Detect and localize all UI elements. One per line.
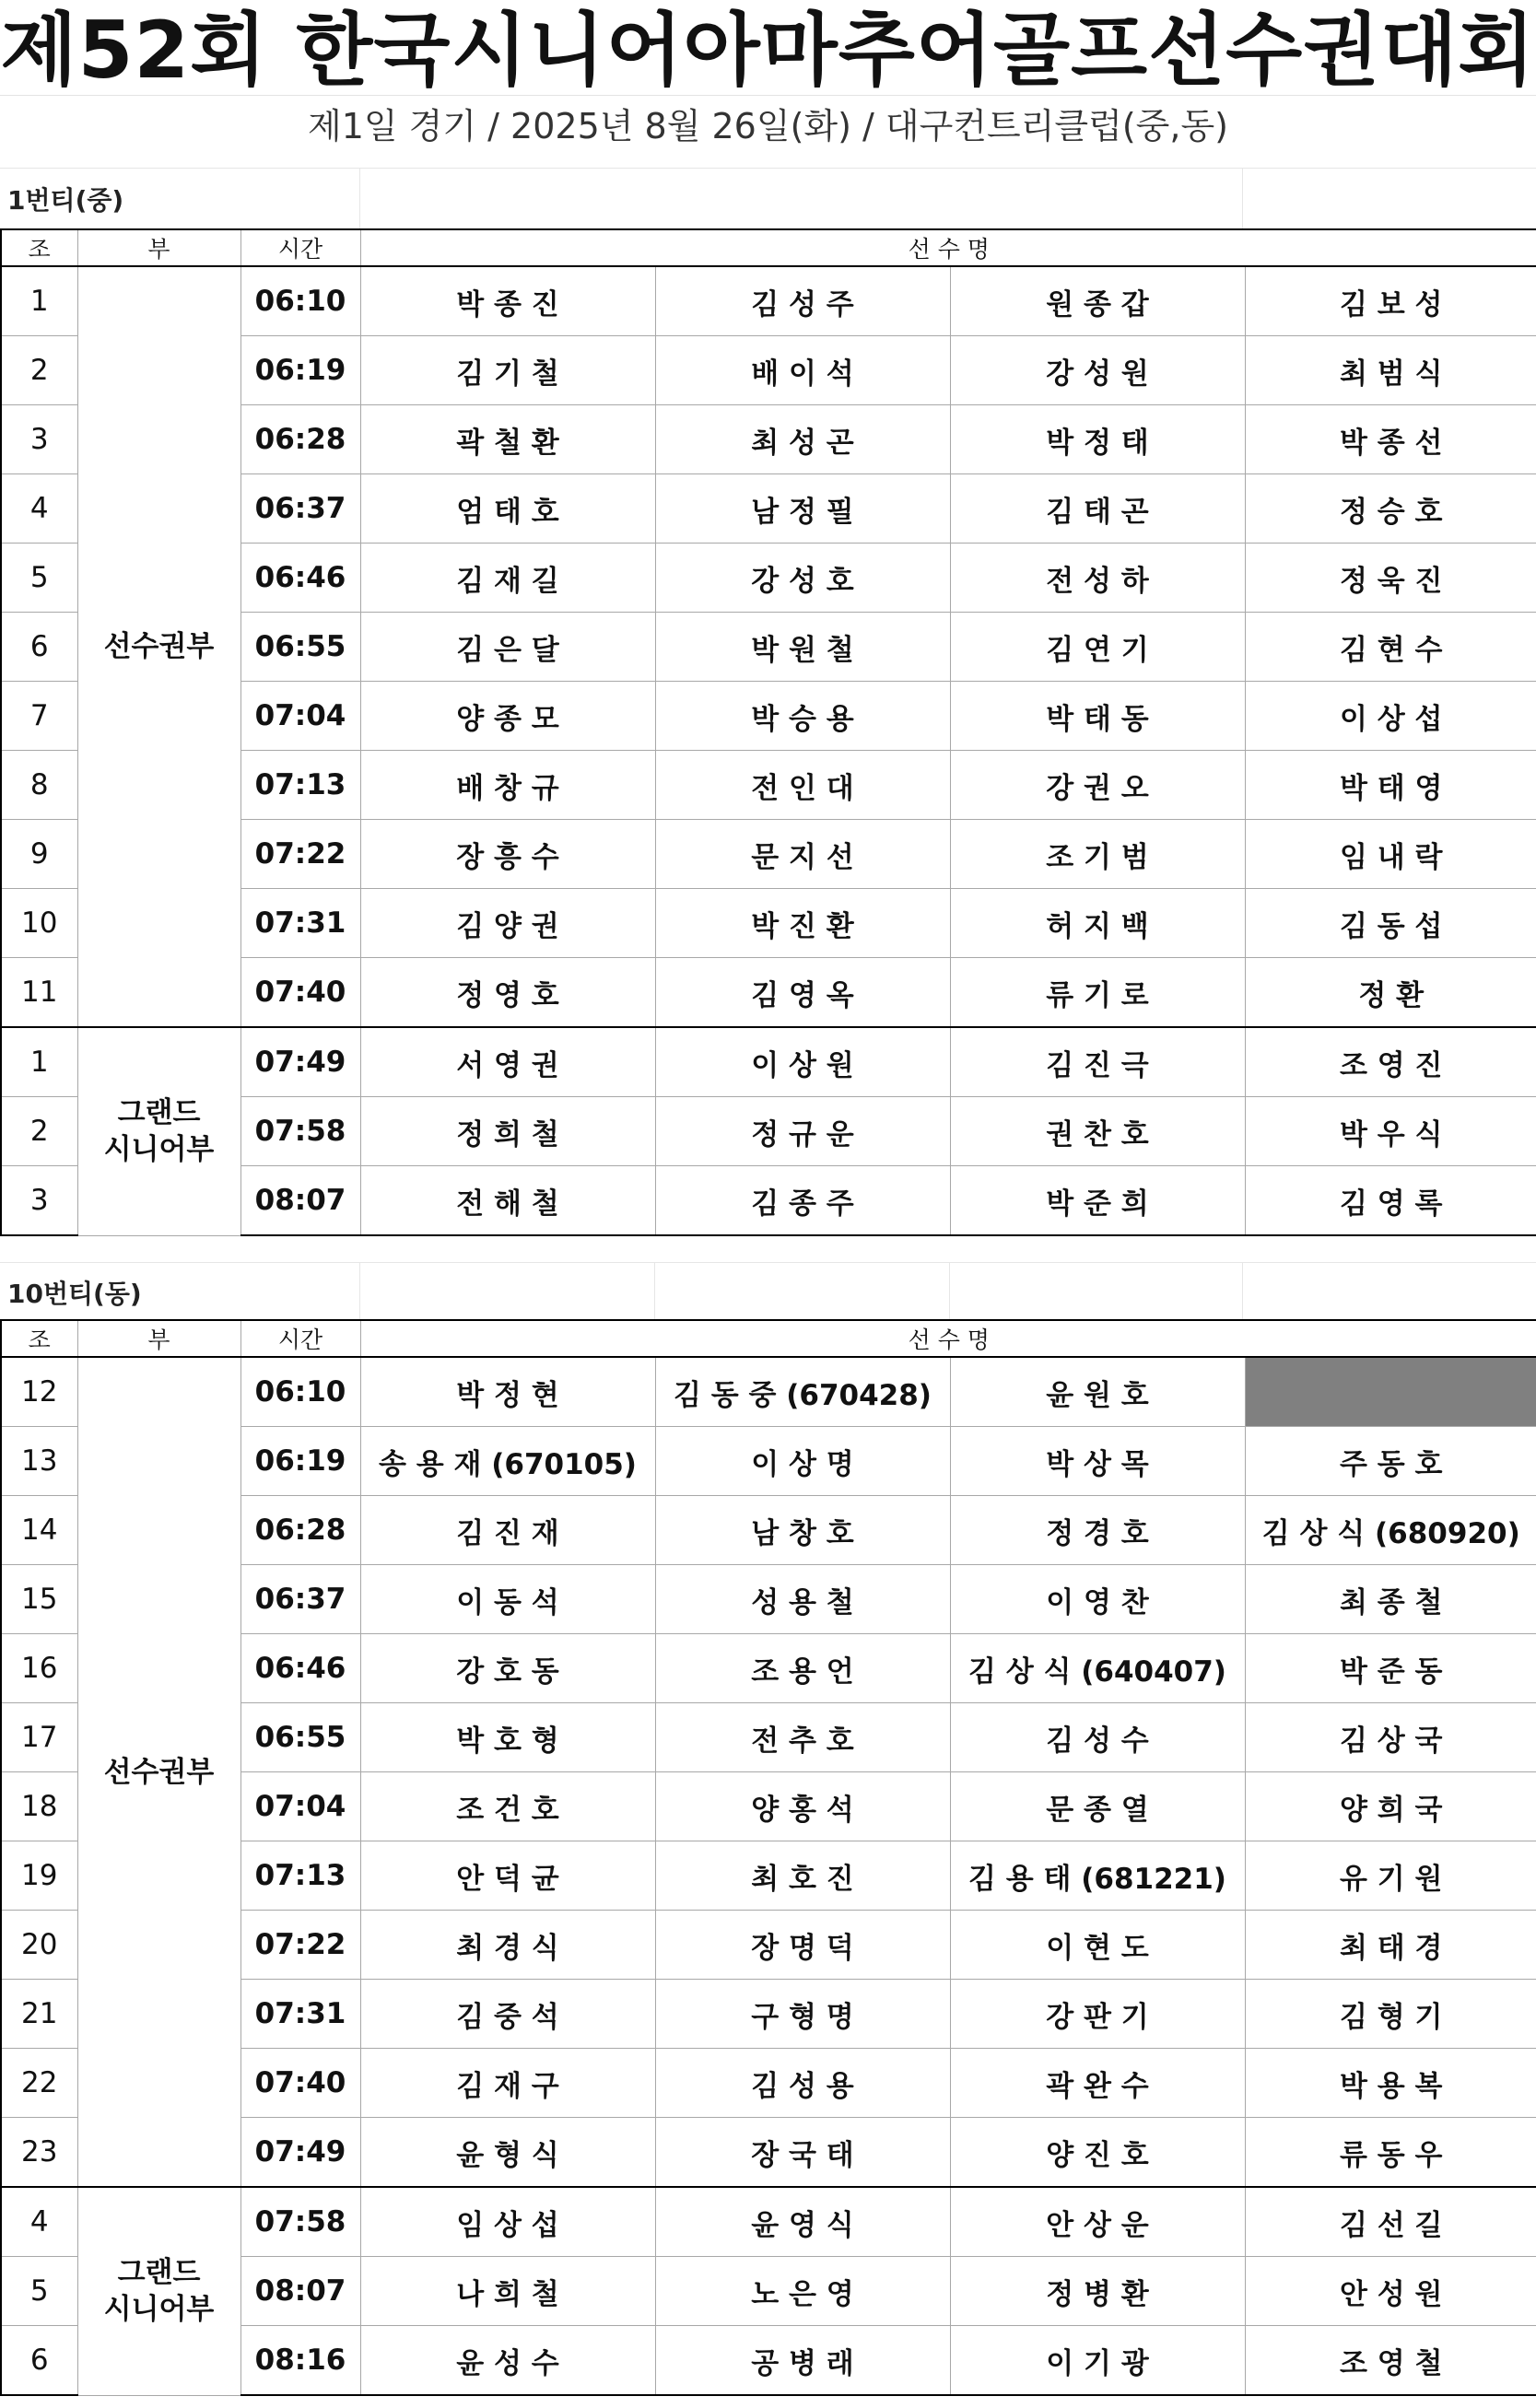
group-number: 18 (1, 1772, 77, 1841)
group-number: 21 (1, 1980, 77, 2049)
player-name: 원 종 갑 (950, 266, 1245, 336)
player-name: 나 희 철 (360, 2257, 655, 2326)
player-name: 박 정 태 (950, 405, 1245, 474)
group-number: 2 (1, 1097, 77, 1166)
tee-time: 07:13 (240, 1841, 360, 1911)
tee-time: 07:04 (240, 1772, 360, 1841)
player-name: 윤 성 수 (360, 2326, 655, 2396)
player-name: 김 재 길 (360, 544, 655, 613)
division-label: 선수권부 (77, 266, 240, 1027)
player-name: 김 상 식 (680920) (1245, 1496, 1536, 1565)
schedule-row (1, 1027, 1536, 1097)
header-division: 부 (77, 1320, 240, 1357)
tee-1-label: 1번티(중) (7, 185, 124, 216)
player-name: 최 태 경 (1245, 1911, 1536, 1980)
player-name: 성 용 철 (655, 1565, 950, 1634)
player-name: 전 성 하 (950, 544, 1245, 613)
group-number: 12 (1, 1357, 77, 1427)
player-name: 배 이 석 (655, 336, 950, 405)
player-name: 엄 태 호 (360, 474, 655, 544)
tee-time: 07:22 (240, 820, 360, 889)
player-name: 김 상 국 (1245, 1703, 1536, 1772)
player-name: 조 영 철 (1245, 2326, 1536, 2396)
player-name: 문 종 열 (950, 1772, 1245, 1841)
header-group: 조 (1, 229, 77, 266)
player-name: 강 성 원 (950, 336, 1245, 405)
tee-time: 07:04 (240, 682, 360, 751)
player-name: 김 용 태 (681221) (950, 1841, 1245, 1911)
schedule-row (1, 266, 1536, 336)
player-name: 김 중 석 (360, 1980, 655, 2049)
tee-time: 06:46 (240, 544, 360, 613)
division-label: 그랜드 시니어부 (77, 2187, 240, 2395)
player-name: 김 영 옥 (655, 958, 950, 1028)
division-label: 선수권부 (77, 1357, 240, 2187)
player-name: 최 성 곤 (655, 405, 950, 474)
tee-time: 07:58 (240, 2187, 360, 2257)
player-name: 김 성 주 (655, 266, 950, 336)
player-name: 김 은 달 (360, 613, 655, 682)
player-name: 강 권 오 (950, 751, 1245, 820)
player-name: 최 경 식 (360, 1911, 655, 1980)
player-name: 임 내 락 (1245, 820, 1536, 889)
tee-time: 08:07 (240, 2257, 360, 2326)
header-time: 시간 (240, 229, 360, 266)
player-name: 윤 형 식 (360, 2118, 655, 2188)
group-number: 9 (1, 820, 77, 889)
player-name: 김 현 수 (1245, 613, 1536, 682)
player-name: 전 해 철 (360, 1166, 655, 1236)
group-number: 6 (1, 2326, 77, 2396)
header-group: 조 (1, 1320, 77, 1357)
division-label: 그랜드 시니어부 (77, 1027, 240, 1235)
player-name: 이 상 원 (655, 1027, 950, 1097)
player-name: 최 범 식 (1245, 336, 1536, 405)
player-name: 박 준 희 (950, 1166, 1245, 1236)
tee-time: 07:31 (240, 1980, 360, 2049)
player-name: 권 찬 호 (950, 1097, 1245, 1166)
player-name: 서 영 권 (360, 1027, 655, 1097)
schedule-row (1, 2187, 1536, 2257)
empty-slot (1245, 1357, 1536, 1427)
player-name: 허 지 백 (950, 889, 1245, 958)
group-number: 1 (1, 266, 77, 336)
tee-time: 06:55 (240, 613, 360, 682)
player-name: 박 정 현 (360, 1357, 655, 1427)
group-number: 5 (1, 544, 77, 613)
player-name: 이 현 도 (950, 1911, 1245, 1980)
header-time: 시간 (240, 1320, 360, 1357)
player-name: 최 호 진 (655, 1841, 950, 1911)
player-name: 문 지 선 (655, 820, 950, 889)
player-name: 안 성 원 (1245, 2257, 1536, 2326)
group-number: 4 (1, 474, 77, 544)
tee-time: 08:16 (240, 2326, 360, 2396)
tee-1-schedule-table (0, 228, 1536, 1236)
player-name: 강 판 기 (950, 1980, 1245, 2049)
tee-time: 07:40 (240, 2049, 360, 2118)
player-name: 양 홍 석 (655, 1772, 950, 1841)
player-name: 임 상 섭 (360, 2187, 655, 2257)
player-name: 송 용 재 (670105) (360, 1427, 655, 1496)
player-name: 김 양 권 (360, 889, 655, 958)
tee-time: 08:07 (240, 1166, 360, 1236)
player-name: 이 기 광 (950, 2326, 1245, 2396)
player-name: 김 진 재 (360, 1496, 655, 1565)
group-number: 22 (1, 2049, 77, 2118)
player-name: 박 종 진 (360, 266, 655, 336)
player-name: 박 상 목 (950, 1427, 1245, 1496)
group-number: 13 (1, 1427, 77, 1496)
player-name: 김 태 곤 (950, 474, 1245, 544)
player-name: 정 승 호 (1245, 474, 1536, 544)
player-name: 김 재 구 (360, 2049, 655, 2118)
group-number: 14 (1, 1496, 77, 1565)
player-name: 김 진 극 (950, 1027, 1245, 1097)
tee-time: 06:46 (240, 1634, 360, 1703)
player-name: 곽 철 환 (360, 405, 655, 474)
player-name: 전 인 대 (655, 751, 950, 820)
group-number: 6 (1, 613, 77, 682)
header-players: 선 수 명 (360, 229, 1536, 266)
player-name: 김 상 식 (640407) (950, 1634, 1245, 1703)
player-name: 이 동 석 (360, 1565, 655, 1634)
group-number: 23 (1, 2118, 77, 2188)
player-name: 박 우 식 (1245, 1097, 1536, 1166)
group-number: 3 (1, 405, 77, 474)
player-name: 이 상 명 (655, 1427, 950, 1496)
player-name: 이 영 찬 (950, 1565, 1245, 1634)
player-name: 정 경 호 (950, 1496, 1245, 1565)
player-name: 이 상 섭 (1245, 682, 1536, 751)
schedule-row (1, 1357, 1536, 1427)
player-name: 김 연 기 (950, 613, 1245, 682)
player-name: 조 영 진 (1245, 1027, 1536, 1097)
tee-time: 06:37 (240, 474, 360, 544)
player-name: 장 흥 수 (360, 820, 655, 889)
group-number: 20 (1, 1911, 77, 1980)
player-name: 류 기 로 (950, 958, 1245, 1028)
player-name: 박 태 영 (1245, 751, 1536, 820)
player-name: 김 보 성 (1245, 266, 1536, 336)
player-name: 류 동 우 (1245, 2118, 1536, 2188)
player-name: 정 욱 진 (1245, 544, 1536, 613)
tee-time: 06:19 (240, 1427, 360, 1496)
player-name: 양 종 모 (360, 682, 655, 751)
tee-time: 07:22 (240, 1911, 360, 1980)
player-name: 남 창 호 (655, 1496, 950, 1565)
player-name: 김 기 철 (360, 336, 655, 405)
tee-time: 07:31 (240, 889, 360, 958)
tee-time: 06:28 (240, 405, 360, 474)
player-name: 강 호 동 (360, 1634, 655, 1703)
player-name: 정 규 운 (655, 1097, 950, 1166)
player-name: 박 진 환 (655, 889, 950, 958)
player-name: 장 명 덕 (655, 1911, 950, 1980)
player-name: 김 종 주 (655, 1166, 950, 1236)
player-name: 김 형 기 (1245, 1980, 1536, 2049)
tee-time: 06:28 (240, 1496, 360, 1565)
tee-time: 07:40 (240, 958, 360, 1028)
player-name: 전 추 호 (655, 1703, 950, 1772)
group-number: 7 (1, 682, 77, 751)
group-number: 8 (1, 751, 77, 820)
group-number: 19 (1, 1841, 77, 1911)
player-name: 김 동 중 (670428) (655, 1357, 950, 1427)
player-name: 양 진 호 (950, 2118, 1245, 2188)
player-name: 박 승 용 (655, 682, 950, 751)
page-subtitle: 제1일 경기 / 2025년 8월 26일(화) / 대구컨트리클럽(중,동) (0, 95, 1536, 154)
group-number: 15 (1, 1565, 77, 1634)
player-name: 안 덕 균 (360, 1841, 655, 1911)
group-number: 5 (1, 2257, 77, 2326)
player-name: 정 환 (1245, 958, 1536, 1028)
table-header-row (1, 1320, 1536, 1357)
table-header-row (1, 229, 1536, 266)
player-name: 정 희 철 (360, 1097, 655, 1166)
group-number: 16 (1, 1634, 77, 1703)
group-number: 10 (1, 889, 77, 958)
player-name: 노 은 영 (655, 2257, 950, 2326)
player-name: 주 동 호 (1245, 1427, 1536, 1496)
tee-time: 07:49 (240, 2118, 360, 2188)
tee-time: 06:10 (240, 1357, 360, 1427)
player-name: 박 준 동 (1245, 1634, 1536, 1703)
player-name: 장 국 태 (655, 2118, 950, 2188)
tee-time: 06:37 (240, 1565, 360, 1634)
player-name: 김 성 수 (950, 1703, 1245, 1772)
player-name: 김 영 록 (1245, 1166, 1536, 1236)
tee-time: 07:49 (240, 1027, 360, 1097)
player-name: 강 성 호 (655, 544, 950, 613)
player-name: 배 창 규 (360, 751, 655, 820)
player-name: 김 동 섭 (1245, 889, 1536, 958)
player-name: 김 선 길 (1245, 2187, 1536, 2257)
tee-time: 06:55 (240, 1703, 360, 1772)
player-name: 남 정 필 (655, 474, 950, 544)
player-name: 박 종 선 (1245, 405, 1536, 474)
tee-10-label: 10번티(동) (7, 1279, 142, 1309)
group-number: 4 (1, 2187, 77, 2257)
player-name: 윤 원 호 (950, 1357, 1245, 1427)
player-name: 박 용 복 (1245, 2049, 1536, 2118)
group-number: 2 (1, 336, 77, 405)
player-name: 정 영 호 (360, 958, 655, 1028)
tee-time: 06:10 (240, 266, 360, 336)
player-name: 정 병 환 (950, 2257, 1245, 2326)
player-name: 공 병 래 (655, 2326, 950, 2396)
group-number: 3 (1, 1166, 77, 1236)
player-name: 구 형 명 (655, 1980, 950, 2049)
player-name: 윤 영 식 (655, 2187, 950, 2257)
group-number: 1 (1, 1027, 77, 1097)
group-number: 17 (1, 1703, 77, 1772)
player-name: 최 종 철 (1245, 1565, 1536, 1634)
player-name: 유 기 원 (1245, 1841, 1536, 1911)
player-name: 양 희 국 (1245, 1772, 1536, 1841)
tee-10-schedule-table (0, 1319, 1536, 2396)
player-name: 곽 완 수 (950, 2049, 1245, 2118)
player-name: 박 태 동 (950, 682, 1245, 751)
player-name: 김 성 용 (655, 2049, 950, 2118)
tee-time: 07:13 (240, 751, 360, 820)
header-division: 부 (77, 229, 240, 266)
tee-time: 06:19 (240, 336, 360, 405)
player-name: 안 상 운 (950, 2187, 1245, 2257)
header-players: 선 수 명 (360, 1320, 1536, 1357)
player-name: 조 건 호 (360, 1772, 655, 1841)
player-name: 조 용 언 (655, 1634, 950, 1703)
group-number: 11 (1, 958, 77, 1028)
player-name: 박 호 형 (360, 1703, 655, 1772)
page-title: 제52회 한국시니어아마추어골프선수권대회 (0, 5, 1536, 97)
player-name: 박 원 철 (655, 613, 950, 682)
player-name: 조 기 범 (950, 820, 1245, 889)
tee-time: 07:58 (240, 1097, 360, 1166)
